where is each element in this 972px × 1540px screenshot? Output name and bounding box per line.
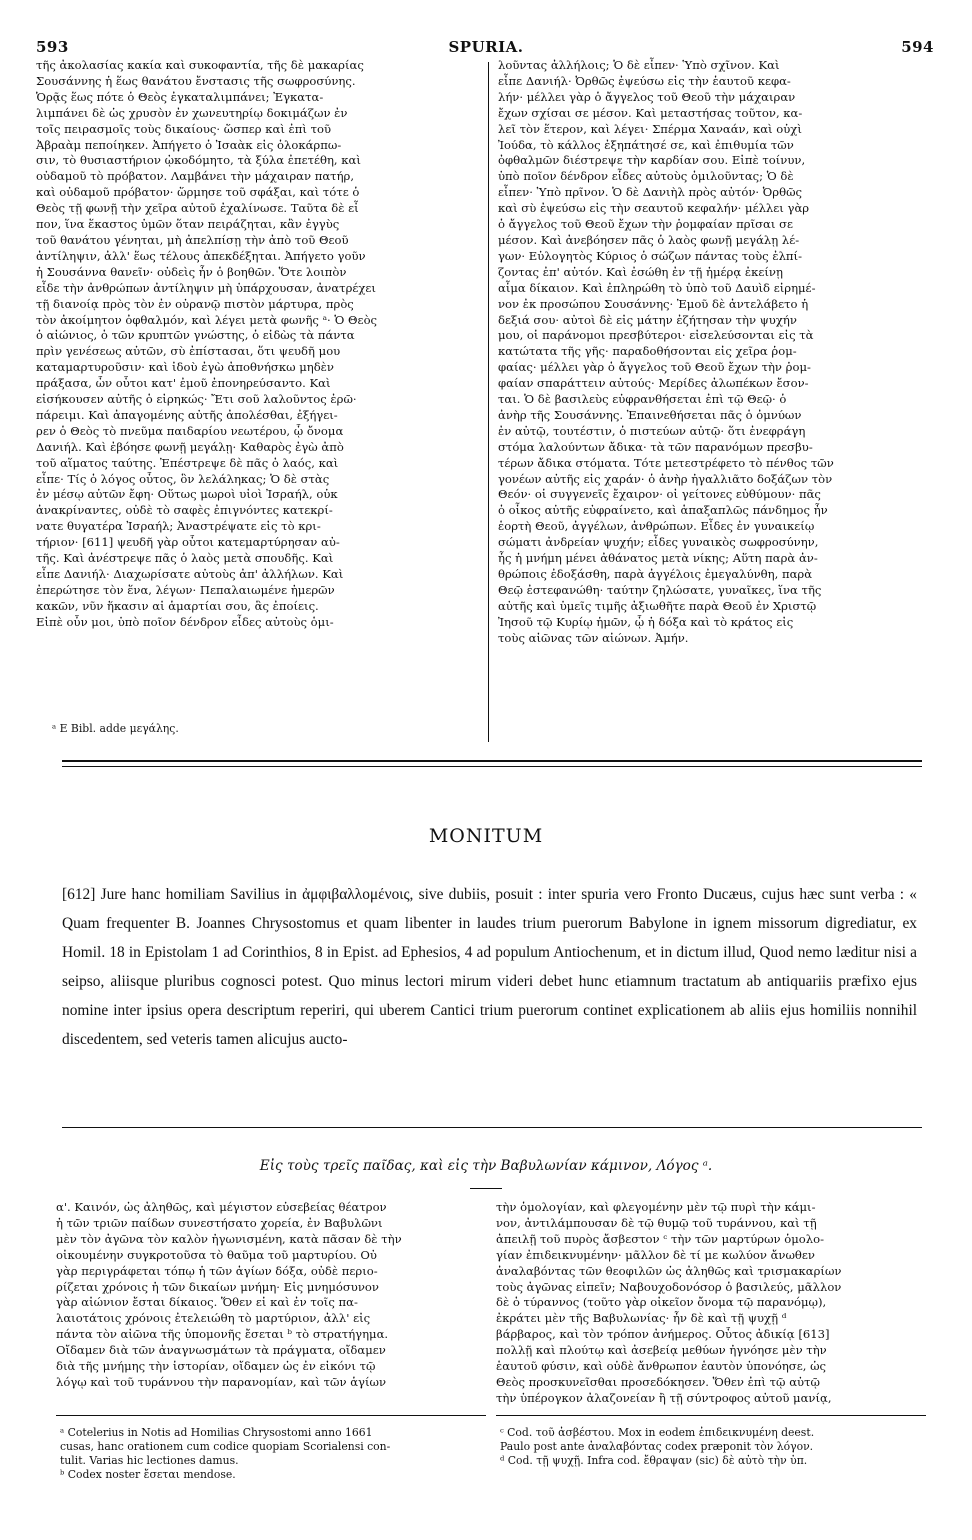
monitum-heading: MONITUM bbox=[428, 825, 544, 847]
homily-left-column: α'. Καινόν, ὡς ἀληθῶς, καὶ μέγιστον εὐσεβείας θέατρον ἡ τῶν τριῶν παίδων συνεστήσατο χορεία, ἐν Βαβυλῶνι μὲν τὸν ἀγῶνα τὸν καλὸν ἠγωνισμένη, κατὰ πᾶσαν δὲ τὴν οἰκουμένην συγκροτοῦσα τὸ θαῦμα τοῦ μαρτυρίου. Οὐ γὰρ περιγράφεται τόπῳ ἡ τῶν ἁγίων δόξα, οὐδὲ περιο- ρίζεται χρόνοις ἡ τῶν δικαίων μνήμη· Εἰς μνημόσυνον γὰρ αἰώνιον ἔσται δίκαιος. Ὅθεν εἰ καὶ ἐν τοῖς πα- λαιοτάτοις χρόνοις ἐτελειώθη τὸ μαρτύριον, ἀλλ' εἰς πάντα τὸν αἰῶνα τῆς ὑπομονῆς ἔσεται ᵇ τὸ στρατήγημα. Οἴδαμεν διὰ τῶν ἀναγνωσμάτων τὰ πράγματα, οἴδαμεν διὰ τῆς μνήμης τὴν ἱστορίαν, οἴδαμεν ὡς ἐν εἰκόνι τῷ λόγῳ καὶ τοῦ τυράννου τὴν παρανομίαν, καὶ τῶν ἁγίων bbox=[56, 1200, 402, 1389]
monitum-text: [612] Jure hanc homiliam Savilius in ἀμφιβαλλομένοις, sive dubiis, posuit : inter spuria vero Fronto Ducæus, cujus hæc sunt verba : « Quam frequenter B. Joannes Chrysostomus et quam libenter in laudes trium puerorum Babylone in ignem missorum digrediatur, ex Homil. 18 in Epistolam 1 ad Corinthios, 8 in Epist. ad Ephesios, 4 ad populum Antiochenum, et in dictum illud, Quod nemo læditur nisi a seipso, aliisque pluribus cognosci potest. Quo minus lectori mirum videri debet hunc etiamnum tractatum ab antiquariis præfixo ejus nomine inter ipsius opera descriptum reperiri, qui uberem Cantici trium puerorum continet explicationem ab aliis ejus homiliis nonnihil discedentem, sed veteris tamen alicujus aucto- bbox=[62, 886, 917, 1048]
homily-title: Εἰς τοὺς τρεῖς παῖδας, καὶ εἰς τὴν Βαβυλωνίαν κάμινον, Λόγος ᵃ. bbox=[259, 1158, 713, 1174]
left-page-number: 593 bbox=[36, 38, 69, 56]
separator-rule-top bbox=[62, 760, 922, 762]
separator-rule-bottom bbox=[62, 766, 922, 767]
footnote-rule-right bbox=[496, 1415, 926, 1416]
upper-left-column: τῆς ἀκολασίας κακία καὶ συκοφαντία, τῆς δὲ μακαρίας Σουσάννης ἡ ἕως θανάτου ἔνστασις τῆς σωφροσύνης. Ὁρᾷς ἕως πότε ὁ Θεὸς ἐγκαταλιμπάνει; Ἐγκατα- λιμπάνει δὲ ὡς χρυσὸν ἐν χωνευτηρίῳ δοκιμάζων ἐν τοῖς πειρασμοῖς τοὺς δικαίους· ὥσπερ καὶ ἐπὶ τοῦ Ἀβραὰμ πεποίηκεν. Ἀπήγετο ὁ Ἰσαὰκ εἰς ὁλοκάρπω- σιν, τὸ θυσιαστήριον ᾠκοδόμητο, τὰ ξύλα ἐπετέθη, καὶ οὐδαμοῦ τὸ πρόβατον. Λαμβάνει τὴν μάχαιραν πατήρ, καὶ οὐδαμοῦ πρόβατον· ὥρμησε τοῦ σφάξαι, καὶ τότε ὁ Θεὸς τῇ φωνῇ τὴν χεῖρα αὐτοῦ ἐχαλίνωσε. Ταῦτα δὲ εἶ πον, ἵνα ἕκαστος ὑμῶν ὅταν πειράζηται, κἂν ἐγγὺς τοῦ θανάτου γένηται, μὴ ἀπελπίσῃ τὴν ἀπὸ τοῦ Θεοῦ ἀντίληψιν, ἀλλ' ἕως τέλους ἀπεκδέξηται. Ἀπήγετο γοῦν ἡ Σουσάννα θανεῖν· οὐδεὶς ἦν ὁ βοηθῶν. Ὅτε λοιπὸν εἶδε τὴν ἀνθρώπων ἀντίληψιν μὴ ὑπάρχουσαν, ἀνατρέχει τῇ διανοίᾳ πρὸς τὸν ἐν οὐρανῷ πιστὸν μάρτυρα, πρὸς τὸν ἀκοίμητον ὀφθαλμόν, καὶ λέγει μετὰ φωνῆς ᵃ· Ὁ Θεὸς ὁ αἰώνιος, ὁ τῶν κρυπτῶν γνώστης, ὁ εἰδὼς τὰ πάντα πρὶν γενέσεως αὐτῶν, σὺ ἐπίστασαι, ὅτι ψευδῆ μου καταμαρτυροῦσιν· καὶ ἰδοὺ ἐγὼ ἀποθνήσκω μηδὲν πράξασα, ὧν οὗτοι κατ' ἐμοῦ ἐπονηρεύσαντο. Καὶ εἰσήκουσεν αὐτῆς ὁ εἰρηκώς· Ἔτι σοῦ λαλοῦντος ἐρῶ· πάρειμι. Καὶ ἀπαγομένης αὐτῆς ἀπολέσθαι, ἐξήγει- ρεν ὁ Θεὸς τὸ πνεῦμα παιδαρίου νεωτέρου, ᾧ ὄνομα Δανιήλ. Καὶ ἐβόησε φωνῇ μεγάλῃ· Καθαρὸς ἐγὼ ἀπὸ τοῦ αἵματος ταύτης. Ἐπέστρεψε δὲ πᾶς ὁ λαός, καὶ εἶπε· Τίς ὁ λόγος οὗτος, ὃν λελάληκας; Ὁ δὲ στὰς ἐν μέσῳ αὐτῶν ἔφη· Οὕτως μωροὶ υἱοὶ Ἰσραήλ, οὐκ ἀνακρίναντες, οὐδὲ τὸ σαφὲς ἐπιγνόντες κατεκρί- νατε θυγατέρα Ἰσραήλ; Ἀναστρέψατε εἰς τὸ κρι- τήριον· [611] ψευδῆ γὰρ οὗτοι κατεμαρτύρησαν αὐ- τῆς. Καὶ ἀνέστρεψε πᾶς ὁ λαὸς μετὰ σπουδῆς. Καὶ εἶπε Δανιήλ· Διαχωρίσατε αὐτοὺς ἀπ' ἀλλήλων. Καὶ ἐπερώτησε τὸν ἕνα, λέγων· Πεπαλαιωμένε ἡμερῶν κακῶν, νῦν ἥκασιν αἱ ἁμαρτίαι σου, ἃς ἐποίεις. Εἰπὲ οὖν μοι, ὑπὸ ποῖον δένδρον εἶδες αὐτοὺς ὁμι- bbox=[36, 58, 378, 629]
upper-right-column: λοῦντας ἀλλήλοις; Ὁ δὲ εἶπεν· Ὑπὸ σχῖνον. Καὶ εἶπε Δανιήλ· Ὀρθῶς ἐψεύσω εἰς τὴν ἑαυτοῦ κεφα- λήν· μέλλει γὰρ ὁ ἄγγελος τοῦ Θεοῦ τὴν μάχαιραν ἔχων σχίσαι σε μέσον. Καὶ μεταστήσας τοῦτον, κα- λεῖ τὸν ἕτερον, καὶ λέγει· Σπέρμα Χαναάν, καὶ οὐχὶ Ἰούδα, τὸ κάλλος ἐξηπάτησέ σε, καὶ ἐπιθυμία τῶν ὀφθαλμῶν διέστρεψε τὴν καρδίαν σου. Εἰπὲ τοίνυν, ὑπὸ ποῖον δένδρον εἶδες αὐτοὺς ὁμιλοῦντας; Ὁ δὲ εἶπεν· Ὑπὸ πρῖνον. Ὁ δὲ Δανιὴλ πρὸς αὐτόν· Ὀρθῶς καὶ σὺ ἐψεύσω εἰς τὴν σεαυτοῦ κεφαλήν· μέλλει γὰρ ὁ ἄγγελος τοῦ Θεοῦ ἔχων τὴν ῥομφαίαν πρῖσαι σε μέσον. Καὶ ἀνεβόησεν πᾶς ὁ λαὸς φωνῇ μεγάλῃ λέ- γων· Εὐλογητὸς Κύριος ὁ σώζων πάντας τοὺς ἐλπί- ζοντας ἐπ' αὐτόν. Καὶ ἐσώθη ἐν τῇ ἡμέρᾳ ἐκείνῃ αἷμα δίκαιον. Καὶ ἐπληρώθη τὸ ὑπὸ τοῦ Δαυὶδ εἰρημέ- νον ἐκ προσώπου Σουσάννης· Ἐμοῦ δὲ ἀντελάβετο ἡ δεξιά σου· αὐτοὶ δὲ εἰς μάτην ἐζήτησαν τὴν ψυχήν μου, οἱ παράνομοι πρεσβύτεροι· εἰσελεύσονται εἰς τὰ κατώτατα τῆς γῆς· παραδοθήσονται εἰς χεῖρα ῥομ- φαίας· μέλλει γὰρ ὁ ἄγγελος τοῦ Θεοῦ ἔχων τὴν ῥομ- φαίαν σπαράττειν αὐτούς· Μερίδες ἀλωπέκων ἔσον- ται. Ὁ δὲ βασιλεὺς εὐφρανθήσεται ἐπὶ τῷ Θεῷ· ὁ ἀνὴρ τῆς Σουσάννης. Ἐπαινεθήσεται πᾶς ὁ ὀμνύων ἐν αὐτῷ, τουτέστιν, ὁ πιστεύων αὐτῷ· ὅτι ἐνεφράγη στόμα λαλούντων ἄδικα· τὰ τῶν παρανόμων πρεσβυ- τέρων ἄδικα στόματα. Τότε μετεστρέφετο τὸ πένθος τῶν γονέων αὐτῆς εἰς χαράν· ὁ ἀνὴρ ἠγαλλιᾶτο δοξάζων τὸν Θεόν· οἱ συγγενεῖς ἔχαιρον· οἱ γείτονες εὐθύμουν· πᾶς ὁ οἶκος αὐτῆς εὐφραίνετο, καὶ ἁπαξαπλῶς πάνδημος ἦν ἑορτὴ Θεοῦ, ἀγγέλων, ἀνθρώπων. Εἶδες ἐν γυναικείῳ σώματι ἀνδρείαν ψυχήν; εἶδες γυναικὸς σωφροσύνην, ἧς ἡ μνήμη μένει ἀθάνατος μετὰ νίκης; Αὕτη παρὰ ἀν- θρώποις ἐδοξάσθη, παρὰ ἀγγέλοις ἐμεγαλύνθη, παρὰ Θεῷ ἐστεφανώθη· ταύτην ζηλώσατε, γυναῖκες, ἵνα τῆς αὐτῆς καὶ ὑμεῖς τιμῆς ἀξιωθῆτε παρὰ Θεοῦ ἐν Χριστῷ Ἰησοῦ τῷ Κυρίῳ ἡμῶν, ᾧ ἡ δόξα καὶ τὸ κράτος εἰς τοὺς αἰῶνας τῶν αἰώνων. Ἀμήν. bbox=[498, 58, 834, 645]
homily-right-column: τὴν ὁμολογίαν, καὶ φλεγομένην μὲν τῷ πυρὶ τὴν κάμι- νον, ἀντιλάμπουσαν δὲ τῷ θυμῷ τοῦ τυράννου, καὶ τῇ ἀπειλῇ τοῦ πυρὸς ἄσβεστον ᶜ τὴν τῶν μαρτύρων ὁμολο- γίαν ἐπιδεικνυμένην· μᾶλλον δὲ τί με κωλύον ἄνωθεν ἀναλαβόντας τῶν θεοφιλῶν ὡς ἀληθῶς καὶ τρισμακαρίων τοὺς ἀγῶνας εἰπεῖν; Ναβουχοδονόσορ ὁ βασιλεύς, μᾶλλον δὲ ὁ τύραννος (τοῦτο γὰρ οἰκεῖον ὄνομα τῷ παρανόμῳ), ἐκράτει μὲν τῆς Βαβυλωνίας· ἦν δὲ καὶ τῇ ψυχῇ ᵈ βάρβαρος, καὶ τὸν τρόπον ἀνήμερος. Οὗτος ἀδικίᾳ [613] πολλῇ καὶ πλούτῳ καὶ ἀσεβείᾳ μεθύων ἠγνόησε μὲν τὴν ἑαυτοῦ φύσιν, καὶ οὐδὲ ἄνθρωπον ἑαυτὸν ὑπονόησε, ὡς Θεὸς προσκυνεῖσθαι προσεδόκησεν. Ὅθεν ἐπὶ τῷ αὐτῷ τὴν ὑπέρογκον ἀλαζονείαν ἢ τῇ σύντροφος αὐτοῦ μανίᾳ, bbox=[496, 1200, 842, 1405]
homily-right-footnotes: ᶜ Cod. τοῦ ἀσβέστου. Mox in eodem ἐπιδεικνυμένη deest. Paulo post ante ἀναλαβόντας codex præponit τὸν λόγον. ᵈ Cod. τῇ ψυχῇ. Infra cod. ἔθραψαν (sic) δὲ αὐτὸ τὴν ὑπ. bbox=[500, 1426, 815, 1467]
homily-left-footnotes: ᵃ Cotelerius in Notis ad Homilias Chrysostomi anno 1661 cusas, hanc orationem cum codice quopiam Scorialensi con- tulit. Varias hic lectiones damus. ᵇ Codex noster ἔσεται mendose. bbox=[60, 1426, 391, 1481]
title-dash bbox=[470, 1188, 502, 1189]
column-divider bbox=[488, 62, 489, 742]
upper-footnote: ᵃ E Bibl. adde μεγάλης. bbox=[52, 722, 179, 735]
right-page-number: 594 bbox=[901, 38, 934, 56]
monitum-rule bbox=[62, 1127, 922, 1128]
running-title: SPURIA. bbox=[448, 38, 524, 56]
footnote-rule-left bbox=[56, 1415, 486, 1416]
